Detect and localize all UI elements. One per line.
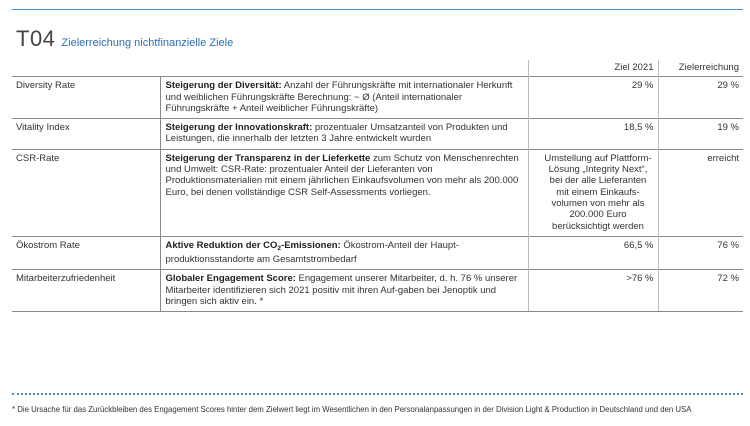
table-row: [12, 270, 743, 312]
kpi-description: [160, 77, 528, 119]
kpi-name: Diversity Rate: [12, 77, 160, 119]
target-value: >76 %: [528, 270, 658, 312]
empty-header: [12, 60, 160, 77]
goal-heading: [166, 240, 341, 251]
goal-details: prozentualer Umsatzanteil von Produkten und Leistungen, die innerhalb der letzten 3 Jahre entwickelt wurden: [165, 122, 508, 145]
top-rule: [12, 9, 743, 10]
table-row: [12, 149, 743, 236]
footnote: * Die Ursache für das Zurückbleiben des Engagement Scores hinter dem Zielwert liegt im Wesentlichen in den Personalanpassungen in der Division Light & Production in Deutschland und den USA: [12, 405, 692, 414]
table-row: [12, 119, 743, 150]
kpi-name: CSR-Rate: [12, 149, 160, 236]
kpi-description: [160, 149, 528, 236]
achievement-value: erreicht: [658, 149, 743, 236]
target-value: 18,5 %: [528, 119, 658, 150]
achievement-value: 76 %: [658, 236, 743, 270]
goal-heading: Steigerung der Transparenz in der Lieferkette: [165, 152, 371, 164]
target-value: 29 %: [528, 77, 658, 119]
goal-heading: Steigerung der Innovationskraft:: [165, 122, 313, 134]
header-row: [12, 60, 743, 77]
goal-heading: Steigerung der Diversität:: [165, 80, 282, 92]
table-heading: [16, 26, 233, 52]
goal-heading: Globaler Engagement Score:: [165, 273, 296, 285]
goal-heading-part: -Emissionen:: [281, 239, 341, 251]
kpi-name: Mitarbeiterzufriedenheit: [12, 270, 160, 312]
empty-header: [160, 60, 528, 77]
target-column-header: Ziel 2021: [528, 60, 658, 77]
dotted-divider: [12, 393, 743, 395]
achievement-value: 19 %: [658, 119, 743, 150]
kpi-name: Vitality Index: [12, 119, 160, 150]
achievement-column-header: Zielerreichung: [658, 60, 743, 77]
kpi-description: [160, 119, 528, 150]
table-id: T04: [16, 26, 56, 51]
goal-details: zum Schutz von Menschenrechten und Umwelt: CSR-Rate: prozentualer Anteil der Lieferanten von Produktionsmaterialien mit einem jährlichen Einkaufsvolumen von mehr als 200.000 Euro, bei denen vollständige CSR Self-Assessments vorliegen.: [165, 152, 519, 198]
table-title: Zielerreichung nichtfinanzielle Ziele: [61, 37, 234, 49]
goal-details: Engagement unserer Mitarbeiter, d. h. 76 % unserer Mitarbeiter identifizieren sich 2021 positiv mit ihren Auf-gaben bei Jenoptik und bringen sich aktiv ein. *: [165, 273, 518, 308]
target-value: 66,5 %: [528, 236, 658, 270]
table-row: [12, 77, 743, 119]
goal-details: Anzahl der Führungskräfte mit internationaler Herkunft und weiblichen Führungskräfte Berechnung: ~ Ø (Anteil internationaler Führungskräfte + Anteil weiblicher Führungskräfte): [165, 80, 513, 114]
kpi-description: [160, 270, 528, 312]
goals-table: [12, 60, 743, 312]
goal-details: Ökostrom-Anteil der Haupt-produktionsstandorte am Gesamtstrombedarf: [165, 239, 459, 266]
table-row: [12, 236, 743, 270]
kpi-description: [160, 236, 528, 270]
achievement-value: 72 %: [658, 270, 743, 312]
kpi-name: Ökostrom Rate: [12, 236, 160, 270]
goal-heading-part: Aktive Reduktion der CO: [165, 239, 278, 251]
goal-heading-subscript: 2: [277, 244, 282, 252]
achievement-value: 29 %: [658, 77, 743, 119]
target-value: Umstellung auf Plattform-Lösung „Integrity Next“, bei der alle Lieferanten mit einem Einkaufs-volumen von mehr als 200.000 Euro berücksichtigt werden: [528, 149, 658, 236]
